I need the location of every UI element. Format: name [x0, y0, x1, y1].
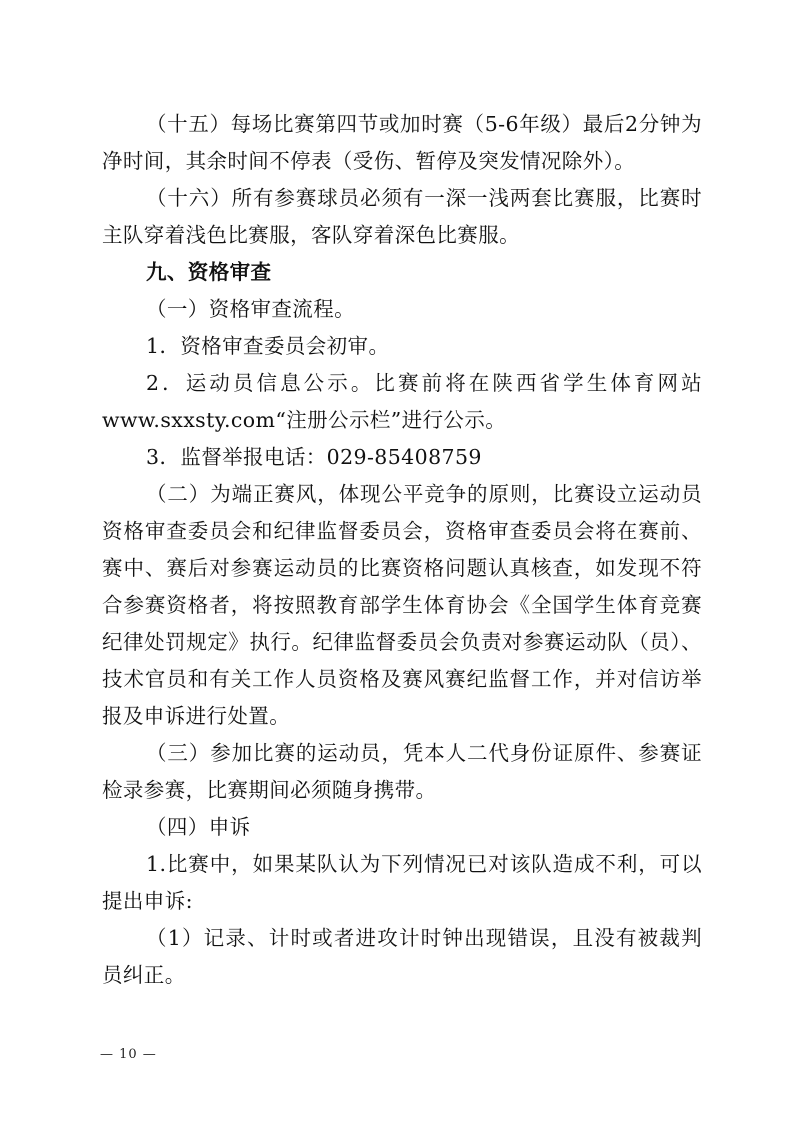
text-line: 报及申诉进行处置。	[102, 704, 291, 728]
text-line: （一）资格审查流程。	[146, 297, 355, 321]
text-line: 技术官员和有关工作人员资格及赛风赛纪监督工作，并对信访举	[102, 667, 702, 691]
text-line: （1）记录、计时或者进攻计时钟出现错误，且没有被裁判	[146, 926, 702, 950]
section-heading: 九、资格审查	[146, 260, 272, 284]
text-line: （十五）每场比赛第四节或加时赛（5-6年级）最后2分钟为	[146, 112, 702, 136]
text-line: www.sxxsty.com“注册公示栏”进行公示。	[102, 408, 507, 432]
text-line: 合参赛资格者，将按照教育部学生体育协会《全国学生体育竞赛	[102, 593, 702, 617]
text-line: 赛中、赛后对参赛运动员的比赛资格问题认真核查，如发现不符	[102, 556, 702, 580]
text-line: 1．资格审查委员会初审。	[146, 334, 390, 358]
text-line: （四）申诉	[146, 815, 251, 839]
text-line: 资格审查委员会和纪律监督委员会，资格审查委员会将在赛前、	[102, 519, 702, 543]
text-line: 纪律处罚规定》执行。纪律监督委员会负责对参赛运动队（员）、	[102, 630, 702, 654]
text-line: 检录参赛，比赛期间必须随身携带。	[102, 778, 437, 802]
text-line: 净时间，其余时间不停表（受伤、暂停及突发情况除外）。	[102, 149, 636, 173]
page-number: — 10 —	[100, 1047, 157, 1062]
text-line: 主队穿着浅色比赛服，客队穿着深色比赛服。	[102, 223, 520, 247]
text-line: （三）参加比赛的运动员，凭本人二代身份证原件、参赛证	[146, 741, 702, 765]
text-line: 2．运动员信息公示。比赛前将在陕西省学生体育网站	[146, 371, 702, 395]
text-line: （二）为端正赛风，体现公平竞争的原则，比赛设立运动员	[146, 482, 702, 506]
text-line: 3．监督举报电话：029-85408759	[146, 445, 482, 469]
text-line: 提出申诉:	[102, 889, 193, 913]
text-line: （十六）所有参赛球员必须有一深一浅两套比赛服，比赛时	[146, 186, 702, 210]
text-line: 1.比赛中，如果某队认为下列情况已对该队造成不利，可以	[146, 852, 702, 876]
text-line: 员纠正。	[102, 963, 186, 987]
